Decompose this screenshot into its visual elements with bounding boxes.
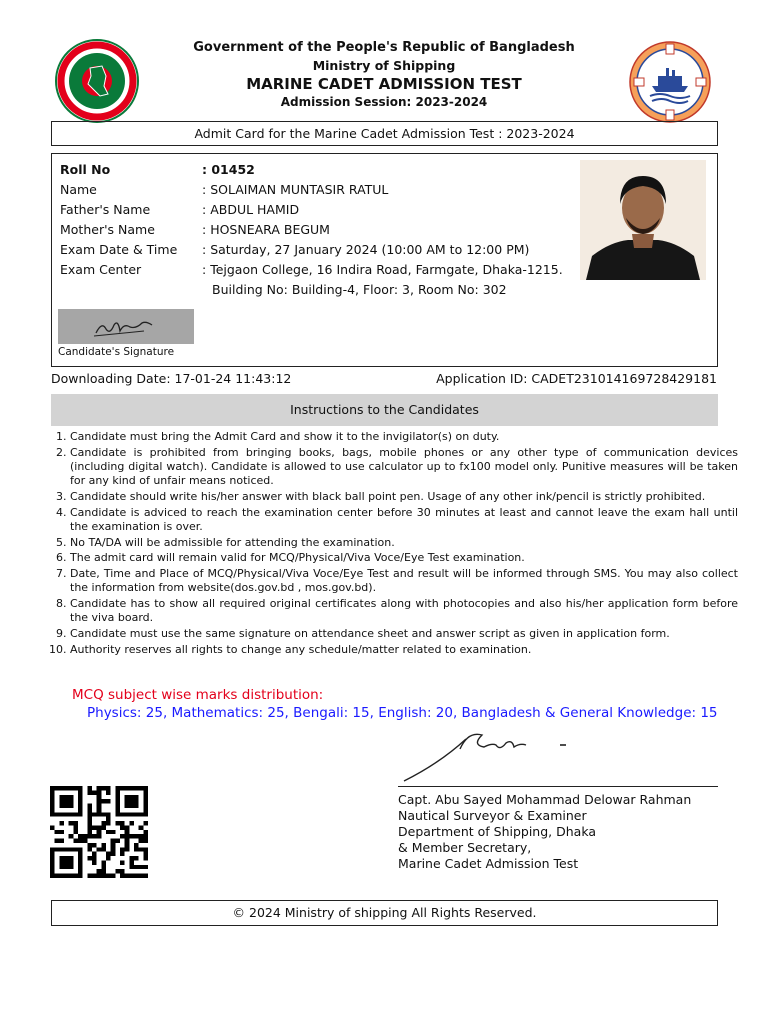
qr-module	[87, 856, 92, 860]
qr-module	[50, 799, 55, 803]
qr-module	[87, 830, 92, 834]
qr-module	[143, 808, 148, 812]
qr-module	[78, 865, 83, 869]
qr-module	[139, 812, 144, 816]
exam-center-value: Tejgaon College, 16 Indira Road, Farmgate, Dhaka-1215.	[210, 262, 563, 277]
qr-module	[139, 839, 144, 843]
qr-module	[50, 808, 55, 812]
instruction-item: 10. Authority reserves all rights to change any schedule/matter related to examination.	[70, 643, 738, 657]
qr-module	[97, 874, 102, 878]
candidate-photo	[580, 160, 706, 280]
qr-module	[55, 812, 60, 816]
qr-module	[143, 795, 148, 799]
qr-module	[101, 874, 106, 878]
qr-module	[69, 856, 74, 860]
signatory-exam: Marine Cadet Admission Test	[398, 856, 579, 871]
qr-module	[125, 843, 130, 847]
instruction-item: 5. No TA/DA will be admissible for attending the examination.	[70, 536, 738, 550]
qr-module	[143, 804, 148, 808]
qr-module	[64, 856, 69, 860]
qr-module	[120, 786, 125, 790]
qr-module	[78, 795, 83, 799]
qr-module	[73, 821, 78, 825]
qr-module	[101, 799, 106, 803]
qr-module	[120, 874, 125, 878]
qr-module	[129, 795, 134, 799]
qr-module	[106, 817, 111, 821]
instruction-item: 2. Candidate is prohibited from bringing books, bags, mobile phones or any other type of communication devices (including digital watch). Candidate is allowed to use calculator up to fx100 model only. Punitive measures will be taken for any kind of unfair means noticed.	[70, 446, 738, 489]
qr-module	[69, 834, 74, 838]
qr-module	[50, 795, 55, 799]
qr-module	[59, 821, 64, 825]
qr-module	[97, 799, 102, 803]
qr-module	[129, 821, 134, 825]
qr-module	[78, 874, 83, 878]
qr-module	[64, 874, 69, 878]
qr-module	[64, 860, 69, 864]
instruction-item: 1. Candidate must bring the Admit Card and show it to the invigilator(s) on duty.	[70, 430, 738, 444]
qr-module	[64, 847, 69, 851]
qr-module	[134, 847, 139, 851]
instruction-item: 9. Candidate must use the same signature on attendance sheet and answer script as given in application form.	[70, 627, 738, 641]
qr-module	[69, 804, 74, 808]
mothers-name-value: HOSNEARA BEGUM	[210, 222, 330, 237]
qr-module	[125, 799, 130, 803]
qr-module	[111, 830, 116, 834]
qr-module	[129, 812, 134, 816]
instruction-item: 6. The admit card will remain valid for MCQ/Physical/Viva Voce/Eye Test examination.	[70, 551, 738, 565]
qr-module	[92, 790, 97, 794]
qr-module	[129, 865, 134, 869]
qr-module	[139, 874, 144, 878]
qr-module	[64, 799, 69, 803]
qr-module	[134, 843, 139, 847]
qr-module	[143, 790, 148, 794]
mcq-distribution: Physics: 25, Mathematics: 25, Bengali: 15, English: 20, Bangladesh & General Knowledge: 15	[87, 705, 718, 721]
qr-module	[50, 865, 55, 869]
qr-module	[69, 786, 74, 790]
qr-module	[87, 834, 92, 838]
qr-module	[134, 795, 139, 799]
qr-module	[87, 790, 92, 794]
qr-module	[120, 812, 125, 816]
qr-module	[97, 847, 102, 851]
qr-module	[87, 812, 92, 816]
qr-module	[78, 852, 83, 856]
qr-module	[87, 843, 92, 847]
qr-module	[69, 795, 74, 799]
qr-module	[101, 786, 106, 790]
qr-module	[97, 834, 102, 838]
qr-module	[143, 839, 148, 843]
qr-module	[50, 790, 55, 794]
qr-module	[87, 825, 92, 829]
mothers-name-label: Mother's Name	[60, 222, 155, 237]
name-value: SOLAIMAN MUNTASIR RATUL	[210, 182, 389, 197]
qr-module	[59, 860, 64, 864]
qr-module	[97, 786, 102, 790]
exam-center-row: Exam Center : Tejgaon College, 16 Indira Road, Farmgate, Dhaka-1215.	[60, 260, 563, 280]
qr-module	[129, 874, 134, 878]
qr-module	[115, 821, 120, 825]
qr-module	[111, 847, 116, 851]
qr-module	[120, 834, 125, 838]
qr-module	[120, 852, 125, 856]
qr-module	[125, 804, 130, 808]
signatory-block	[398, 792, 691, 872]
qr-module	[87, 808, 92, 812]
qr-module	[106, 790, 111, 794]
qr-module	[97, 830, 102, 834]
exam-date-row: Exam Date & Time : Saturday, 27 January 2024 (10:00 AM to 12:00 PM)	[60, 240, 529, 260]
qr-module	[115, 786, 120, 790]
candidate-signature	[58, 309, 194, 344]
qr-module	[69, 847, 74, 851]
instructions-title: Instructions to the Candidates	[290, 402, 479, 417]
signature-line	[398, 786, 718, 787]
qr-module	[101, 821, 106, 825]
qr-module	[134, 804, 139, 808]
qr-module	[125, 795, 130, 799]
candidate-signature-label: Candidate's Signature	[58, 346, 175, 358]
qr-module	[101, 869, 106, 873]
qr-module	[134, 834, 139, 838]
qr-module	[129, 786, 134, 790]
qr-module	[101, 843, 106, 847]
qr-module	[59, 847, 64, 851]
qr-module	[59, 786, 64, 790]
qr-module	[50, 804, 55, 808]
qr-module	[59, 830, 64, 834]
qr-module	[97, 804, 102, 808]
qr-module	[92, 812, 97, 816]
qr-module	[143, 856, 148, 860]
qr-module	[69, 799, 74, 803]
qr-module	[120, 821, 125, 825]
qr-module	[50, 812, 55, 816]
qr-module	[50, 825, 55, 829]
qr-module	[87, 786, 92, 790]
mcq-title: MCQ subject wise marks distribution:	[72, 687, 324, 703]
qr-module	[55, 786, 60, 790]
qr-module	[101, 865, 106, 869]
qr-module	[64, 812, 69, 816]
qr-module	[139, 847, 144, 851]
qr-module	[59, 865, 64, 869]
qr-module	[125, 834, 130, 838]
qr-module	[59, 799, 64, 803]
qr-module	[69, 812, 74, 816]
qr-module	[69, 821, 74, 825]
qr-module	[78, 790, 83, 794]
qr-module	[97, 825, 102, 829]
qr-module	[69, 865, 74, 869]
qr-module	[55, 874, 60, 878]
qr-module	[106, 830, 111, 834]
roll-no-row: Roll No : 01452	[60, 160, 255, 180]
government-seal-icon	[54, 38, 140, 124]
qr-module	[87, 817, 92, 821]
exam-center-label: Exam Center	[60, 262, 142, 277]
qr-module	[115, 869, 120, 873]
authority-signature	[400, 725, 580, 785]
qr-module	[97, 869, 102, 873]
qr-module	[125, 847, 130, 851]
qr-module	[134, 786, 139, 790]
qr-module	[106, 799, 111, 803]
instruction-item: 7. Date, Time and Place of MCQ/Physical/Viva Voce/Eye Test and result will be informed through SMS. You may also collect the information from website(dos.gov.bd , mos.gov.bd).	[70, 567, 738, 596]
qr-module	[50, 847, 55, 851]
qr-module	[59, 874, 64, 878]
fathers-name-value: ABDUL HAMID	[210, 202, 300, 217]
qr-module	[50, 869, 55, 873]
qr-module	[78, 839, 83, 843]
qr-module	[134, 812, 139, 816]
qr-module	[139, 786, 144, 790]
qr-module	[101, 812, 106, 816]
qr-module	[143, 786, 148, 790]
qr-module	[115, 795, 120, 799]
qr-module	[143, 799, 148, 803]
qr-module	[115, 808, 120, 812]
qr-module	[143, 821, 148, 825]
qr-module	[125, 825, 130, 829]
qr-module	[83, 839, 88, 843]
qr-module	[120, 847, 125, 851]
name-label: Name	[60, 182, 97, 197]
qr-module	[139, 834, 144, 838]
qr-module	[59, 804, 64, 808]
instructions-header	[51, 394, 718, 426]
qr-module	[59, 812, 64, 816]
qr-module	[134, 856, 139, 860]
qr-module	[87, 821, 92, 825]
application-id: Application ID: CADET231014169728429181	[436, 371, 717, 386]
qr-module	[59, 795, 64, 799]
qr-module	[87, 804, 92, 808]
qr-module	[125, 812, 130, 816]
footer-text: © 2024 Ministry of shipping All Rights Reserved.	[232, 905, 537, 920]
qr-module	[73, 830, 78, 834]
qr-module	[69, 860, 74, 864]
qr-module	[111, 874, 116, 878]
qr-module	[78, 869, 83, 873]
qr-module	[143, 874, 148, 878]
qr-module	[92, 874, 97, 878]
qr-module	[73, 874, 78, 878]
qr-module	[129, 856, 134, 860]
fathers-name-row: Father's Name : ABDUL HAMID	[60, 200, 299, 220]
qr-module	[115, 812, 120, 816]
qr-module	[83, 834, 88, 838]
qr-module	[50, 874, 55, 878]
qr-module	[129, 804, 134, 808]
qr-module	[115, 790, 120, 794]
qr-module	[134, 865, 139, 869]
qr-module	[101, 825, 106, 829]
qr-module	[55, 830, 60, 834]
admit-card-title-box	[51, 121, 718, 146]
qr-module	[97, 812, 102, 816]
qr-module	[78, 812, 83, 816]
downloading-date: Downloading Date: 17-01-24 11:43:12	[51, 371, 292, 386]
exam-title: MARINE CADET ADMISSION TEST	[246, 75, 522, 93]
mothers-name-row: Mother's Name : HOSNEARA BEGUM	[60, 220, 330, 240]
qr-module	[115, 804, 120, 808]
qr-module	[97, 808, 102, 812]
qr-module	[64, 804, 69, 808]
qr-module	[92, 852, 97, 856]
qr-module	[78, 786, 83, 790]
qr-module	[143, 812, 148, 816]
qr-module	[59, 856, 64, 860]
qr-module	[87, 847, 92, 851]
instruction-item: 4. Candidate is adviced to reach the examination center before 30 minutes at least and cannot leave the exam hall until the examination is over.	[70, 506, 738, 535]
qr-module	[143, 847, 148, 851]
qr-module	[78, 804, 83, 808]
qr-module	[87, 874, 92, 878]
qr-module	[50, 856, 55, 860]
shipping-department-emblem-icon	[628, 40, 712, 124]
qr-module	[106, 856, 111, 860]
qr-module	[92, 843, 97, 847]
qr-module	[129, 860, 134, 864]
qr-module	[55, 847, 60, 851]
qr-module	[92, 856, 97, 860]
qr-module	[64, 795, 69, 799]
qr-module	[101, 847, 106, 851]
qr-module	[78, 856, 83, 860]
qr-module	[92, 834, 97, 838]
qr-module	[115, 799, 120, 803]
qr-module	[73, 847, 78, 851]
exam-date-label: Exam Date & Time	[60, 242, 178, 257]
qr-module	[73, 839, 78, 843]
qr-module	[69, 874, 74, 878]
qr-module	[73, 812, 78, 816]
fathers-name-label: Father's Name	[60, 202, 151, 217]
qr-module	[92, 825, 97, 829]
qr-module	[78, 808, 83, 812]
ministry-title: Ministry of Shipping	[312, 58, 456, 73]
instruction-item: 8. Candidate has to show all required original certificates along with photocopies and also his/her application form before the viva board.	[70, 597, 738, 626]
qr-module	[111, 843, 116, 847]
qr-module	[134, 874, 139, 878]
roll-no-label: Roll No	[60, 162, 111, 177]
qr-module	[139, 865, 144, 869]
qr-module	[78, 834, 83, 838]
qr-module	[50, 860, 55, 864]
instructions-list	[50, 430, 738, 658]
qr-module	[115, 839, 120, 843]
qr-module	[106, 812, 111, 816]
qr-module	[97, 795, 102, 799]
signatory-role: & Member Secretary,	[398, 840, 532, 855]
qr-module	[106, 874, 111, 878]
qr-module	[106, 821, 111, 825]
qr-module	[120, 869, 125, 873]
qr-module	[125, 830, 130, 834]
roll-no-value: 01452	[211, 162, 255, 177]
admission-session: Admission Session: 2023-2024	[280, 95, 488, 109]
qr-module	[78, 860, 83, 864]
qr-module	[106, 786, 111, 790]
qr-module	[143, 852, 148, 856]
qr-module	[125, 839, 130, 843]
qr-module	[92, 860, 97, 864]
qr-module	[111, 852, 116, 856]
footer-box	[51, 900, 718, 926]
qr-module	[73, 786, 78, 790]
qr-module	[134, 799, 139, 803]
exam-center-building: Building No: Building-4, Floor: 3, Room No: 302	[212, 282, 507, 297]
qr-module	[59, 839, 64, 843]
qr-module	[106, 852, 111, 856]
name-row: Name : SOLAIMAN MUNTASIR RATUL	[60, 180, 388, 200]
qr-module	[50, 852, 55, 856]
qr-module	[143, 834, 148, 838]
instruction-item: 3. Candidate should write his/her answer with black ball point pen. Usage of any other ink/pencil is strictly prohibited.	[70, 490, 738, 504]
qr-module	[120, 860, 125, 864]
qr-module	[120, 825, 125, 829]
qr-module	[111, 839, 116, 843]
signatory-designation: Nautical Surveyor & Examiner	[398, 808, 587, 823]
admit-card-title: Admit Card for the Marine Cadet Admission Test : 2023-2024	[194, 126, 575, 141]
qr-module	[125, 874, 130, 878]
qr-module	[50, 786, 55, 790]
signatory-name: Capt. Abu Sayed Mohammad Delowar Rahman	[398, 792, 692, 807]
qr-module	[143, 830, 148, 834]
qr-module	[78, 847, 83, 851]
signatory-department: Department of Shipping, Dhaka	[398, 824, 596, 839]
qr-module	[139, 825, 144, 829]
qr-module	[143, 865, 148, 869]
qr-code	[50, 786, 148, 878]
qr-module	[129, 834, 134, 838]
qr-module	[73, 825, 78, 829]
exam-date-value: Saturday, 27 January 2024 (10:00 AM to 12:00 PM)	[210, 242, 530, 257]
qr-module	[101, 860, 106, 864]
qr-module	[129, 799, 134, 803]
government-title: Government of the People's Republic of Bangladesh	[193, 40, 575, 55]
qr-module	[64, 786, 69, 790]
qr-module	[97, 790, 102, 794]
qr-module	[64, 865, 69, 869]
qr-module	[55, 839, 60, 843]
qr-module	[125, 786, 130, 790]
qr-module	[78, 799, 83, 803]
